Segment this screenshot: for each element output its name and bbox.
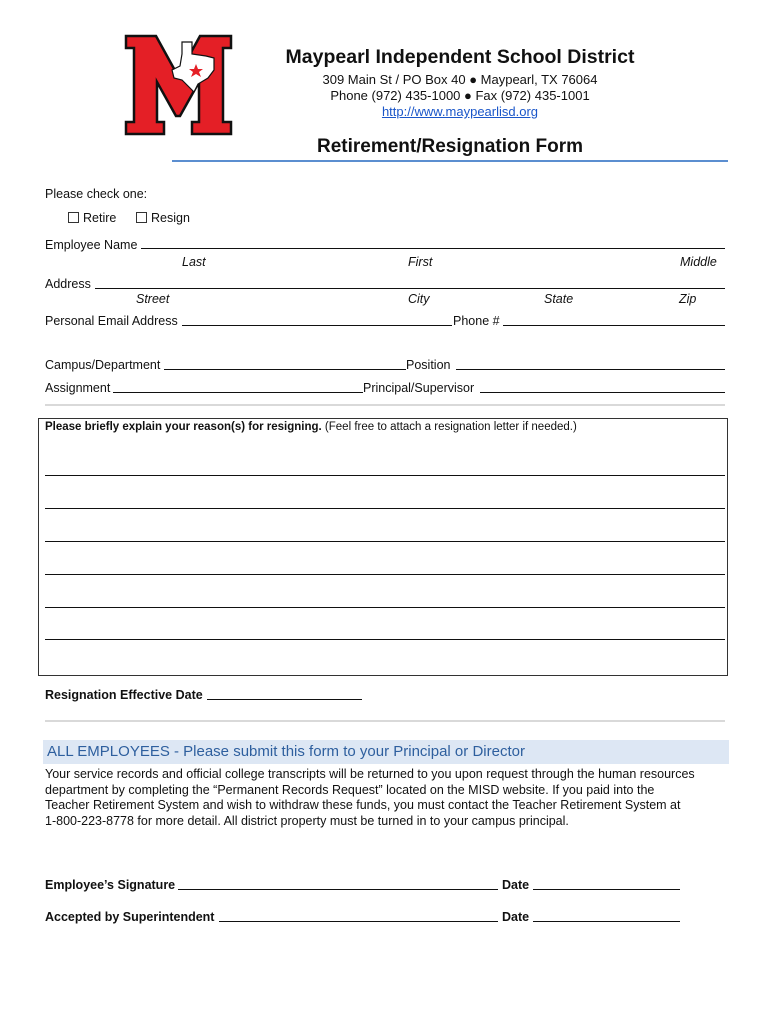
- resign-checkbox[interactable]: [136, 212, 147, 223]
- address-label: Address: [45, 277, 91, 291]
- check-prompt: Please check one:: [45, 187, 148, 201]
- website-link[interactable]: http://www.maypearlisd.org: [381, 104, 539, 119]
- explain-line[interactable]: [45, 639, 725, 640]
- address-field[interactable]: [95, 288, 725, 289]
- phone-field[interactable]: [503, 325, 725, 326]
- phone-line: Phone (972) 435-1000 ● Fax (972) 435-1001: [330, 88, 590, 103]
- effective-date-field[interactable]: [207, 699, 362, 700]
- addr-state-label: State: [544, 292, 574, 306]
- info-paragraph: [45, 767, 725, 829]
- section-divider: [45, 404, 725, 406]
- superintendent-signature-field[interactable]: [219, 921, 498, 922]
- addr-street-label: Street: [136, 292, 170, 306]
- employee-name-field[interactable]: [141, 248, 725, 249]
- logo-m-shape: [126, 36, 231, 134]
- submit-banner-text: ALL EMPLOYEES - Please submit this form to your Principal or Director: [47, 743, 525, 760]
- explain-line[interactable]: [45, 574, 725, 575]
- addr-city-label: City: [408, 292, 430, 306]
- email-field[interactable]: [182, 325, 452, 326]
- name-middle-label: Middle: [680, 255, 717, 269]
- resign-option[interactable]: Resign: [136, 211, 190, 225]
- assignment-label: Assignment: [45, 381, 111, 395]
- explain-line[interactable]: [45, 475, 725, 476]
- position-label: Position: [406, 358, 451, 372]
- retire-checkbox[interactable]: [68, 212, 79, 223]
- campus-label: Campus/Department: [45, 358, 161, 372]
- employee-name-label: Employee Name: [45, 238, 138, 252]
- district-name: Maypearl Independent School District: [285, 46, 635, 68]
- title-rule: [172, 160, 728, 162]
- info-line: Teacher Retirement System and wish to withdraw these funds, you must contact the Teacher Retirement System at: [45, 798, 681, 812]
- form-title: Retirement/Resignation Form: [316, 136, 584, 157]
- superintendent-label: Accepted by Superintendent: [45, 910, 215, 924]
- effective-date-label: Resignation Effective Date: [45, 688, 203, 702]
- phone-label: Phone #: [453, 314, 500, 328]
- district-logo: [122, 34, 235, 136]
- assignment-field[interactable]: [113, 392, 363, 393]
- employee-date-field[interactable]: [533, 889, 680, 890]
- explain-line[interactable]: [45, 541, 725, 542]
- explain-prompt: Please briefly explain your reason(s) for resigning. (Feel free to attach a resignation letter if needed.): [45, 421, 577, 433]
- principal-field[interactable]: [480, 392, 725, 393]
- employee-signature-label: Employee’s Signature: [45, 878, 176, 892]
- principal-label: Principal/Supervisor: [363, 381, 475, 395]
- info-line: 1-800-223-8778 for more detail. All district property must be turned in to your campus principal.: [45, 813, 569, 828]
- address-line: 309 Main St / PO Box 40 ● Maypearl, TX 76064: [322, 72, 598, 87]
- info-line: Your service records and official college transcripts will be returned to you upon request through the human resources: [45, 767, 695, 781]
- explain-line[interactable]: [45, 508, 725, 509]
- superintendent-date-field[interactable]: [533, 921, 680, 922]
- campus-field[interactable]: [164, 369, 406, 370]
- date-label: Date: [502, 910, 530, 924]
- retire-option[interactable]: Retire: [68, 211, 116, 225]
- name-first-label: First: [408, 255, 433, 269]
- explain-line[interactable]: [45, 607, 725, 608]
- email-label: Personal Email Address: [45, 314, 178, 328]
- date-label: Date: [502, 878, 530, 892]
- position-field[interactable]: [456, 369, 725, 370]
- addr-zip-label: Zip: [679, 292, 697, 306]
- explain-box[interactable]: [38, 418, 728, 676]
- employee-signature-field[interactable]: [178, 889, 498, 890]
- section-divider: [45, 720, 725, 722]
- info-line: department by completing the “Permanent Records Request” located on the MISD website. If you paid into the: [45, 782, 655, 797]
- name-last-label: Last: [182, 255, 206, 269]
